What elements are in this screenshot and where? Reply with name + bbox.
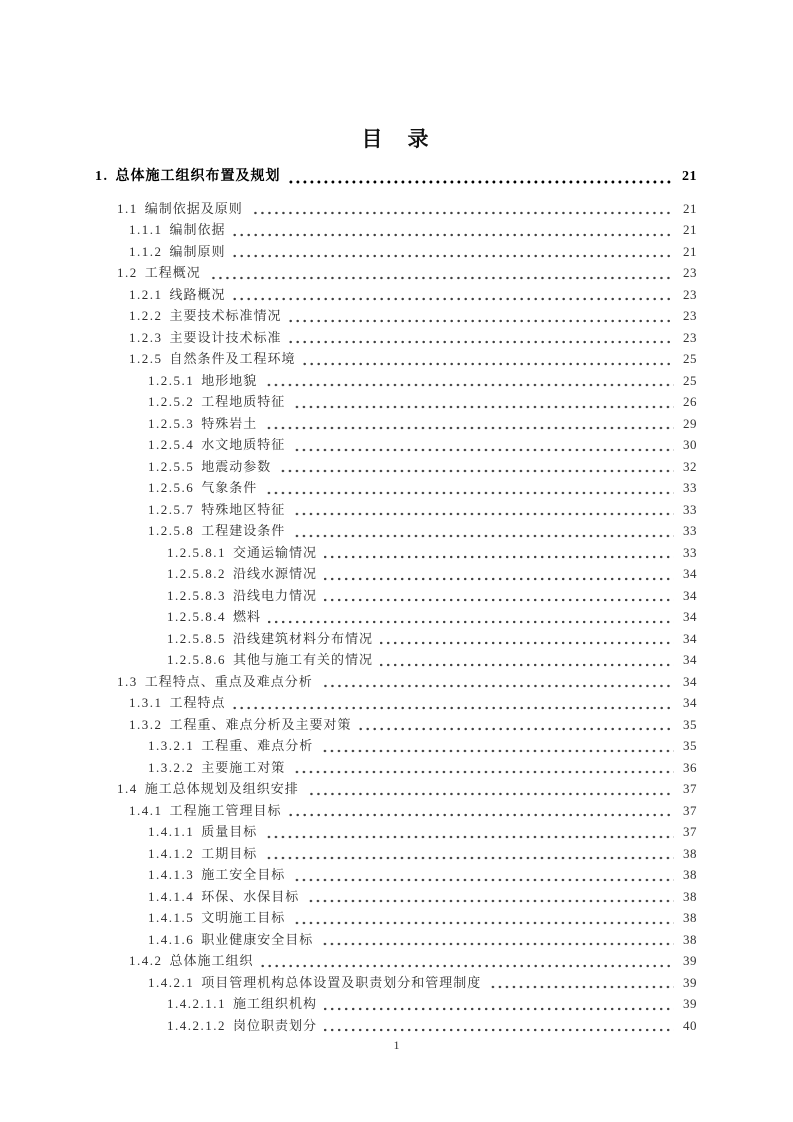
toc-entry-number: 1.2.5.1 [148, 372, 195, 388]
toc-entry[interactable] [95, 348, 697, 370]
toc-entry[interactable] [95, 628, 697, 650]
toc-entry-number: 1.3 [117, 673, 138, 689]
dot-leader [320, 749, 674, 753]
toc-entry[interactable] [95, 886, 697, 908]
toc-entry[interactable] [95, 993, 697, 1015]
page-number-footer: 1 [393, 1038, 400, 1052]
dot-leader [324, 555, 674, 559]
toc-entry-page: 25 [683, 372, 697, 388]
dot-leader [278, 469, 674, 473]
toc-entry-label: 气象条件 [201, 480, 258, 495]
toc-entry[interactable] [95, 907, 697, 929]
toc-entry-page: 39 [683, 953, 697, 968]
toc-entry[interactable] [95, 284, 697, 306]
dot-leader [261, 964, 674, 968]
toc-entry-page: 39 [683, 974, 697, 990]
toc-entry-number: 1.2.1 [129, 286, 163, 302]
toc-entry-page: 34 [683, 673, 697, 689]
toc-entry[interactable] [95, 864, 697, 886]
toc-entry[interactable] [95, 391, 697, 413]
toc-entry-number: 1.2.5.4 [148, 437, 195, 452]
toc-entry-page: 26 [683, 394, 697, 409]
toc-entry-number: 1.2.5.2 [148, 394, 195, 409]
toc-entry-label: 编制依据及原则 [144, 200, 243, 216]
dot-leader [233, 297, 674, 301]
toc-entry-page: 38 [683, 888, 697, 904]
toc-entry[interactable] [95, 1015, 697, 1037]
toc-entry[interactable] [95, 757, 697, 779]
toc-entry-page: 21 [682, 169, 697, 184]
toc-entry-label: 燃料 [233, 609, 262, 624]
toc-entry-page: 35 [683, 738, 697, 753]
toc-entry-number: 1.4.1 [129, 802, 163, 818]
toc-entry-number: 1.2.2 [129, 308, 163, 323]
toc-entry-label: 特殊岩土 [201, 415, 258, 431]
dot-leader [264, 383, 674, 387]
dot-leader [264, 835, 674, 839]
toc-entry-label: 地震动参数 [201, 458, 272, 474]
toc-entry-label: 主要设计技术标准 [169, 329, 282, 345]
toc-entry-number: 1.3.2.1 [148, 738, 195, 753]
toc-entry-number: 1.4.2 [129, 953, 163, 968]
dot-leader [292, 512, 674, 516]
toc-entry-page: 21 [683, 200, 697, 216]
toc-entry-page: 23 [683, 329, 697, 345]
toc-title: 目 录 [361, 127, 431, 151]
toc-entry-number: 1.1.2 [129, 243, 163, 259]
toc-entry-number: 1.4.1.1 [148, 824, 195, 839]
toc-entry-number: 1.2.5.3 [148, 415, 195, 431]
dot-leader [233, 233, 674, 237]
toc-entry-number: 1.4.1.5 [148, 910, 195, 925]
dot-leader [250, 211, 674, 215]
toc-entry[interactable] [95, 327, 697, 349]
toc-entry[interactable] [95, 929, 697, 951]
toc-entry-page: 38 [683, 845, 697, 861]
toc-entry-number: 1.2.5.5 [148, 458, 195, 474]
toc-entry[interactable] [95, 241, 697, 263]
dot-leader [324, 1007, 674, 1011]
dot-leader [320, 684, 674, 688]
toc-entry[interactable] [95, 714, 697, 736]
toc-entry-number: 1. [95, 169, 109, 184]
toc-entry[interactable] [95, 972, 697, 994]
toc-entry-number: 1.2.5.8.3 [167, 587, 226, 603]
toc-entry-number: 1.2 [117, 265, 138, 280]
toc-entry-label: 总体施工组织布置及规划 [115, 169, 281, 184]
toc-entry-page: 37 [683, 824, 697, 839]
toc-entry-number: 1.2.5.6 [148, 480, 195, 495]
toc-entry-page: 33 [683, 501, 697, 517]
toc-entry-label: 工程施工管理目标 [169, 802, 282, 818]
toc-entry[interactable] [95, 520, 697, 542]
dot-leader [289, 813, 674, 817]
toc-entry[interactable] [95, 542, 697, 564]
toc-entry-label: 主要施工对策 [201, 759, 286, 775]
dot-leader [288, 180, 675, 184]
toc-entry-label: 施工安全目标 [201, 867, 286, 882]
dot-leader [292, 878, 674, 882]
toc-entry-label: 工程建设条件 [201, 523, 286, 538]
toc-entry-number: 1.1 [117, 200, 138, 216]
toc-entry[interactable] [95, 305, 697, 327]
dot-leader [292, 448, 674, 452]
toc-entry-label: 编制依据 [169, 222, 226, 237]
dot-leader [292, 534, 674, 538]
toc-entry[interactable] [95, 843, 697, 865]
toc-entry-label: 项目管理机构总体设置及职责划分和管理制度 [201, 974, 482, 990]
toc-entry-label: 施工组织机构 [233, 996, 318, 1011]
dot-leader [264, 426, 674, 430]
dot-leader [324, 598, 674, 602]
toc-entry-page: 39 [683, 996, 697, 1011]
toc-entry-page: 38 [683, 910, 697, 925]
toc-entry[interactable] [95, 563, 697, 585]
toc-entry[interactable] [95, 477, 697, 499]
toc-entry-label: 工程重、难点分析及主要对策 [169, 716, 352, 732]
toc-entry-label: 地形地貌 [201, 372, 258, 388]
dot-leader [324, 577, 674, 581]
toc-entry-label: 特殊地区特征 [201, 501, 286, 517]
toc-entry-number: 1.2.5 [129, 351, 163, 366]
toc-entry-number: 1.3.1 [129, 695, 163, 710]
toc-entry-page: 34 [683, 609, 697, 624]
dot-leader [320, 942, 674, 946]
toc-entry[interactable] [95, 219, 697, 241]
toc-entry-page: 37 [683, 781, 697, 796]
toc-entry[interactable] [95, 434, 697, 456]
toc-entry-label: 编制原则 [169, 243, 226, 259]
dot-leader [292, 770, 674, 774]
toc-entry-page: 21 [683, 243, 697, 259]
toc-entry[interactable] [95, 262, 697, 284]
dot-leader [208, 276, 674, 280]
toc-entry-label: 主要技术标准情况 [169, 308, 282, 323]
toc-entry-label: 交通运输情况 [233, 544, 318, 560]
toc-entry-number: 1.1.1 [129, 222, 163, 237]
dot-leader [306, 899, 674, 903]
toc-entry-number: 1.2.5.8.1 [167, 544, 226, 560]
toc-entry[interactable] [95, 778, 697, 800]
dot-leader [233, 254, 674, 258]
toc-entry-number: 1.4.1.3 [148, 867, 195, 882]
toc-entry-label: 工期目标 [201, 845, 258, 861]
toc-entry-page: 40 [683, 1017, 697, 1033]
toc-entry-page: 34 [683, 695, 697, 710]
toc-entry-label: 质量目标 [201, 824, 258, 839]
toc-entry-page: 23 [683, 286, 697, 302]
toc-entry-page: 36 [683, 759, 697, 775]
dot-leader [324, 1028, 674, 1032]
toc-entry-label: 工程特点 [169, 695, 226, 710]
toc-entry-label: 文明施工目标 [201, 910, 286, 925]
toc-entry[interactable] [95, 649, 697, 671]
toc-entry-label: 沿线电力情况 [233, 587, 318, 603]
dot-leader [264, 856, 674, 860]
toc-entry-label: 工程重、难点分析 [201, 738, 314, 753]
toc-entry-page: 23 [683, 265, 697, 280]
dot-leader [380, 663, 674, 667]
toc-entry[interactable] [95, 370, 697, 392]
toc-entry-page: 34 [683, 566, 697, 581]
toc-entry-number: 1.2.3 [129, 329, 163, 345]
dot-leader [359, 727, 674, 731]
toc-entry-number: 1.4.2.1.2 [167, 1017, 226, 1033]
dot-leader [264, 491, 674, 495]
dot-leader [289, 340, 674, 344]
toc-entry[interactable] [95, 671, 697, 693]
toc-entry-page: 34 [683, 630, 697, 646]
toc-entry[interactable] [95, 166, 697, 188]
dot-leader [380, 641, 674, 645]
toc-entry-number: 1.4.2.1.1 [167, 996, 226, 1011]
toc-entry[interactable] [95, 499, 697, 521]
toc-list [95, 166, 697, 1036]
toc-entry-label: 沿线建筑材料分布情况 [233, 630, 374, 646]
toc-entry-page: 32 [683, 458, 697, 474]
toc-entry-page: 23 [683, 308, 697, 323]
toc-entry-number: 1.4 [117, 781, 138, 796]
toc-entry-page: 33 [683, 523, 697, 538]
toc-entry-label: 沿线水源情况 [233, 566, 318, 581]
toc-entry-label: 职业健康安全目标 [201, 931, 314, 947]
dot-leader [306, 792, 674, 796]
toc-entry-number: 1.3.2.2 [148, 759, 195, 775]
toc-entry-number: 1.4.1.6 [148, 931, 195, 947]
toc-entry-page: 34 [683, 587, 697, 603]
toc-entry-page: 21 [683, 222, 697, 237]
toc-entry-number: 1.4.2.1 [148, 974, 195, 990]
dot-leader [303, 362, 674, 366]
toc-entry-label: 总体施工组织 [169, 953, 254, 968]
toc-entry-number: 1.2.5.8.2 [167, 566, 226, 581]
toc-entry[interactable] [95, 800, 697, 822]
toc-entry-label: 环保、水保目标 [201, 888, 300, 904]
toc-entry-label: 岗位职责划分 [233, 1017, 318, 1033]
toc-entry-label: 施工总体规划及组织安排 [144, 781, 299, 796]
toc-entry-page: 34 [683, 652, 697, 667]
toc-entry-number: 1.3.2 [129, 716, 163, 732]
toc-entry-number: 1.2.5.8.6 [167, 652, 226, 667]
toc-entry-label: 水文地质特征 [201, 437, 286, 452]
toc-entry[interactable] [95, 950, 697, 972]
toc-entry-label: 工程特点、重点及难点分析 [144, 673, 313, 689]
toc-entry[interactable] [95, 735, 697, 757]
toc-entry[interactable] [95, 821, 697, 843]
dot-leader [292, 405, 674, 409]
toc-entry[interactable] [95, 692, 697, 714]
dot-leader [233, 706, 674, 710]
toc-entry-page: 29 [683, 415, 697, 431]
dot-leader [292, 921, 674, 925]
toc-entry-page: 33 [683, 480, 697, 495]
toc-entry-label: 线路概况 [169, 286, 226, 302]
toc-entry-label: 其他与施工有关的情况 [233, 652, 374, 667]
toc-entry[interactable] [95, 456, 697, 478]
toc-entry-page: 38 [683, 867, 697, 882]
toc-entry-number: 1.4.1.4 [148, 888, 195, 904]
toc-entry[interactable] [95, 198, 697, 220]
toc-entry-number: 1.2.5.8.5 [167, 630, 226, 646]
toc-entry-page: 35 [683, 716, 697, 732]
toc-entry[interactable] [95, 585, 697, 607]
toc-entry-label: 工程地质特征 [201, 394, 286, 409]
toc-entry-page: 37 [683, 802, 697, 818]
toc-entry-label: 工程概况 [144, 265, 201, 280]
dot-leader [289, 319, 674, 323]
toc-entry-label: 自然条件及工程环境 [169, 351, 296, 366]
toc-entry-page: 25 [683, 351, 697, 366]
dot-leader [268, 620, 674, 624]
toc-entry-page: 33 [683, 544, 697, 560]
toc-entry-page: 30 [683, 437, 697, 452]
toc-entry[interactable] [95, 413, 697, 435]
toc-entry-number: 1.2.5.7 [148, 501, 195, 517]
toc-entry-number: 1.2.5.8 [148, 523, 195, 538]
dot-leader [488, 985, 674, 989]
toc-entry[interactable] [95, 606, 697, 628]
toc-entry-number: 1.2.5.8.4 [167, 609, 226, 624]
toc-entry-number: 1.4.1.2 [148, 845, 195, 861]
toc-entry-page: 38 [683, 931, 697, 947]
